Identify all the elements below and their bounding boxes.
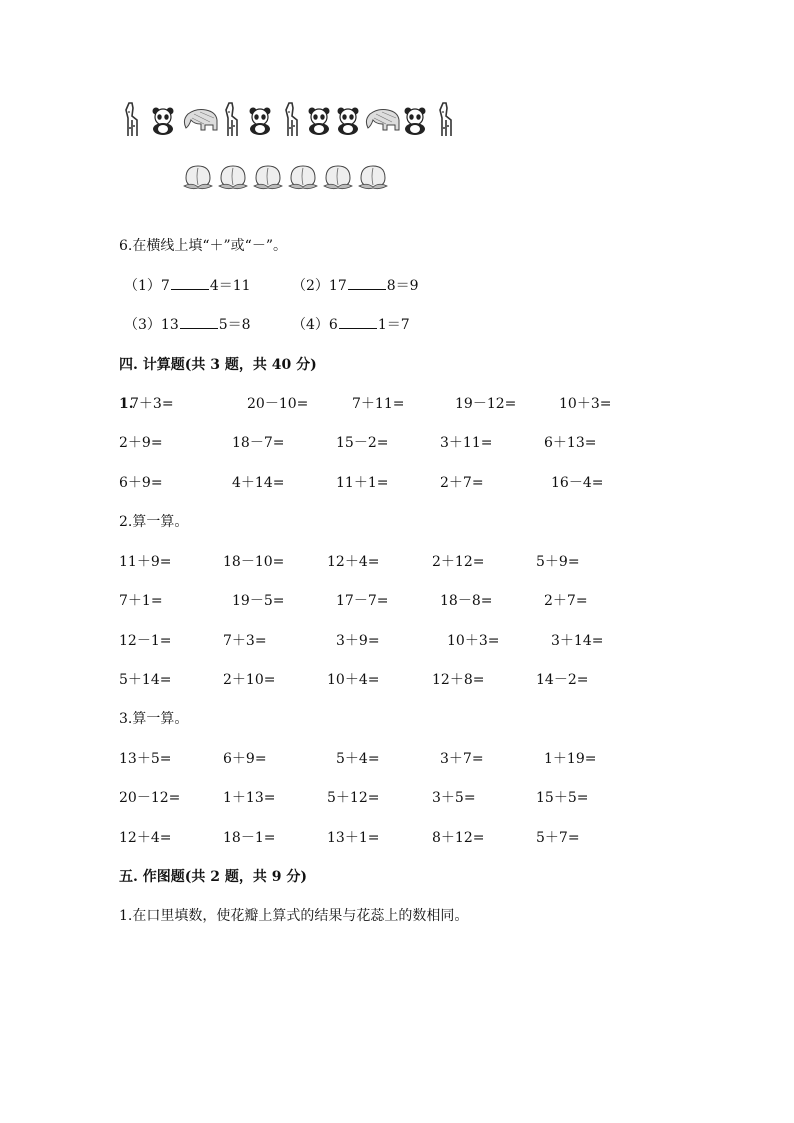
peach-icon <box>182 160 214 192</box>
item-left-operand: 13 <box>160 317 179 333</box>
q6-item-1 <box>124 277 251 295</box>
equation: 2＋7= <box>544 593 588 609</box>
giraffe-icon <box>280 100 302 138</box>
item-left-operand: 17 <box>328 278 347 294</box>
equation: 2＋12= <box>432 554 485 570</box>
item-right-side: 1＝7 <box>377 317 410 333</box>
peach-icon <box>357 160 389 192</box>
item-right-side: 5＝8 <box>218 317 251 333</box>
q6-item-4 <box>292 316 410 334</box>
equation: 10＋3= <box>559 396 612 412</box>
q6-item-2 <box>292 277 419 295</box>
equation: 15＋5= <box>536 790 589 806</box>
section-5-title: 五. 作图题(共 2 题，共 9 分) <box>119 869 307 885</box>
equation: 8＋12= <box>432 830 485 846</box>
equation: 5＋9= <box>536 554 580 570</box>
equation: 3＋11= <box>440 435 493 451</box>
elephant-icon <box>362 106 402 134</box>
panda-icon <box>149 106 177 136</box>
item-number: （2） <box>292 278 329 294</box>
peach-icon <box>217 160 249 192</box>
equation: 3＋14= <box>551 633 604 649</box>
equation: 5＋4= <box>336 751 380 767</box>
equation: 5＋12= <box>327 790 380 806</box>
equation: 15－2= <box>336 435 389 451</box>
equation: 20－10= <box>247 396 309 412</box>
section-4-title: 四. 计算题(共 3 题，共 40 分) <box>119 357 317 373</box>
panda-icon <box>401 106 429 136</box>
answer-blank[interactable] <box>339 316 377 329</box>
item-right-side: 4＝11 <box>209 278 251 294</box>
answer-blank[interactable] <box>348 277 386 290</box>
equation: 2＋9= <box>119 435 163 451</box>
equation: 3＋9= <box>336 633 380 649</box>
giraffe-icon <box>120 100 142 138</box>
equation: 10＋4= <box>327 672 380 688</box>
equation: 12＋4= <box>119 830 172 846</box>
equation: 18－7= <box>232 435 285 451</box>
equation: 17－7= <box>336 593 389 609</box>
equation: 18－8= <box>440 593 493 609</box>
equation: 1＋13= <box>223 790 276 806</box>
item-left-operand: 6 <box>328 317 338 333</box>
q1-label: 1. <box>119 396 134 412</box>
panda-icon <box>246 106 274 136</box>
equation: 19－5= <box>232 593 285 609</box>
equation: 18－10= <box>223 554 285 570</box>
equation: 2＋10= <box>223 672 276 688</box>
item-number: （1） <box>124 278 161 294</box>
q6-heading: 6.在横线上填“＋”或“－”。 <box>119 238 287 254</box>
equation: 3＋7= <box>440 751 484 767</box>
equation: 16－4= <box>551 475 604 491</box>
q2-title: 2.算一算。 <box>119 514 189 530</box>
giraffe-icon <box>220 100 242 138</box>
equation: 5＋14= <box>119 672 172 688</box>
equation: 20－12= <box>119 790 181 806</box>
equation: 13＋1= <box>327 830 380 846</box>
equation: 19－12= <box>455 396 517 412</box>
equation: 12－1= <box>119 633 172 649</box>
item-number: （3） <box>124 317 161 333</box>
equation: 2＋7= <box>440 475 484 491</box>
giraffe-icon <box>434 100 456 138</box>
equation: 7＋3= <box>130 396 174 412</box>
peach-icon <box>287 160 319 192</box>
equation: 10＋3= <box>447 633 500 649</box>
equation: 14－2= <box>536 672 589 688</box>
elephant-icon <box>180 106 220 134</box>
equation: 18－1= <box>223 830 276 846</box>
equation: 3＋5= <box>432 790 476 806</box>
panda-icon <box>334 106 362 136</box>
equation: 11＋9= <box>119 554 172 570</box>
equation: 7＋3= <box>223 633 267 649</box>
equation: 6＋13= <box>544 435 597 451</box>
equation: 1＋19= <box>544 751 597 767</box>
equation: 11＋1= <box>336 475 389 491</box>
equation: 7＋1= <box>119 593 163 609</box>
answer-blank[interactable] <box>171 277 209 290</box>
q6-item-3 <box>124 316 251 334</box>
peach-icon <box>322 160 354 192</box>
panda-icon <box>305 106 333 136</box>
answer-blank[interactable] <box>180 316 218 329</box>
equation: 6＋9= <box>119 475 163 491</box>
equation: 12＋8= <box>432 672 485 688</box>
item-right-side: 8＝9 <box>386 278 419 294</box>
section-5-question-1: 1.在口里填数，使花瓣上算式的结果与花蕊上的数相同。 <box>119 908 469 924</box>
equation: 7＋11= <box>352 396 405 412</box>
item-number: （4） <box>292 317 329 333</box>
equation: 13＋5= <box>119 751 172 767</box>
equation: 4＋14= <box>232 475 285 491</box>
peach-icon <box>252 160 284 192</box>
equation: 12＋4= <box>327 554 380 570</box>
item-left-operand: 7 <box>160 278 170 294</box>
q3-title: 3.算一算。 <box>119 711 189 727</box>
equation: 5＋7= <box>536 830 580 846</box>
equation: 6＋9= <box>223 751 267 767</box>
